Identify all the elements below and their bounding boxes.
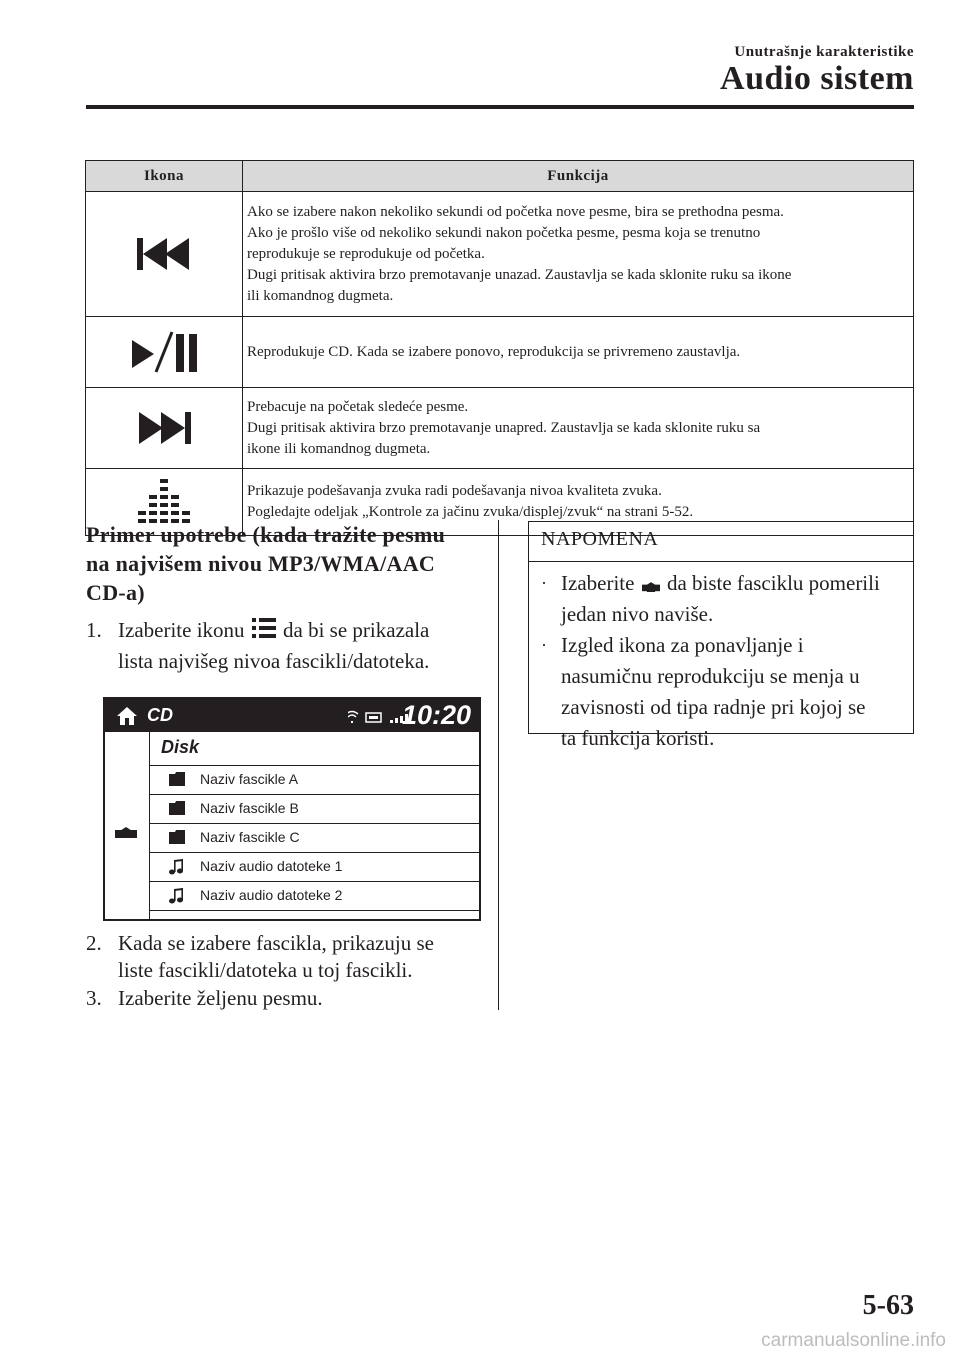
chapter-title: Audio sistem bbox=[720, 60, 914, 97]
music-note-icon bbox=[169, 859, 183, 875]
list-item[interactable] bbox=[150, 823, 479, 852]
header-rule bbox=[86, 105, 914, 109]
function-text-line: ili komandnog dugmeta. bbox=[247, 287, 394, 304]
list-item-label: Naziv fascikle B bbox=[200, 800, 299, 816]
list-row-divider bbox=[150, 910, 479, 920]
cd-screen-mockup bbox=[103, 697, 481, 921]
step-number: 2. bbox=[86, 931, 102, 955]
table-row bbox=[86, 388, 914, 469]
example-heading: Primer upotrebe (kada tražite pesmu na najvišem nivou MP3/WMA/AAC CD-a) bbox=[86, 522, 446, 605]
table-cell-icon bbox=[86, 192, 243, 317]
folder-icon bbox=[169, 801, 185, 815]
music-note-icon bbox=[169, 888, 183, 904]
step-text-part: da bi se prikazala bbox=[283, 618, 430, 642]
list-item[interactable] bbox=[150, 852, 479, 881]
table-cell-function bbox=[243, 317, 914, 388]
step-text: liste fascikli/datoteka u toj fascikli. bbox=[118, 958, 413, 982]
note-text bbox=[561, 568, 880, 599]
screen-left-pane bbox=[105, 732, 150, 919]
column-divider bbox=[498, 520, 499, 1010]
note-text-part: da biste fasciklu pomerili bbox=[666, 571, 880, 595]
step-text-part: Izaberite ikonu bbox=[118, 618, 245, 642]
note-text-part: Izaberite bbox=[561, 571, 635, 595]
skip-forward-icon bbox=[134, 409, 194, 447]
table-cell-function bbox=[243, 192, 914, 317]
list-item-label: Naziv fascikle A bbox=[200, 771, 299, 787]
page-number: 5-63 bbox=[862, 1290, 914, 1321]
screen-status-bar bbox=[105, 699, 479, 732]
table-header-icon: Ikona bbox=[86, 161, 243, 192]
icon-function-table bbox=[85, 160, 914, 536]
note-text: Izgled ikona za ponavljanje i bbox=[561, 633, 804, 657]
step-number: 1. bbox=[86, 618, 102, 642]
note-title: NAPOMENA bbox=[529, 522, 913, 562]
note-text: jedan nivo naviše. bbox=[561, 602, 714, 626]
bullet: · bbox=[541, 573, 547, 593]
section-title: Unutrašnje karakteristike bbox=[734, 44, 914, 60]
function-text-line: reprodukuje se reprodukuje od početka. bbox=[247, 245, 485, 262]
folder-up-icon bbox=[642, 574, 660, 592]
function-text-line: Ako se izabere nakon nekoliko sekundi od početka nove pesme, bira se prethodna pesma. bbox=[247, 203, 784, 220]
list-icon bbox=[252, 617, 276, 639]
table-cell-function bbox=[243, 388, 914, 469]
function-text-line: Prebacuje na početak sledeće pesme. bbox=[247, 398, 469, 415]
table-row bbox=[86, 192, 914, 317]
note-box bbox=[528, 521, 914, 750]
table-header-row bbox=[86, 161, 914, 192]
folder-icon bbox=[169, 772, 185, 786]
bullet: · bbox=[541, 635, 547, 655]
list-item-label: Naziv fascikle C bbox=[200, 829, 300, 845]
list-item[interactable] bbox=[150, 765, 479, 794]
function-text-line: Reprodukuje CD. Kada se izabere ponovo, reprodukcija se privremeno zaustavlja. bbox=[247, 343, 741, 360]
list-item-label: Naziv audio datoteke 2 bbox=[200, 887, 343, 903]
step-text: lista najvišeg nivoa fascikli/datoteka. bbox=[118, 649, 430, 673]
function-text-line: Dugi pritisak aktivira brzo premotavanje unapred. Zaustavlja se kada sklonite ruku sa bbox=[247, 419, 761, 436]
table-header-function: Funkcija bbox=[243, 161, 914, 192]
skip-back-icon bbox=[134, 235, 194, 273]
list-item-label: Naziv audio datoteke 1 bbox=[200, 858, 343, 874]
function-text-line: ikone ili komandnog dugmeta. bbox=[247, 440, 431, 457]
note-text: ta funkcija koristi. bbox=[561, 726, 715, 750]
table-row bbox=[86, 317, 914, 388]
list-item[interactable] bbox=[150, 794, 479, 823]
function-text-line: Dugi pritisak aktivira brzo premotavanje unazad. Zaustavlja se kada sklonite ruku sa ikone bbox=[247, 266, 792, 283]
home-icon[interactable] bbox=[116, 706, 138, 726]
screen-source-label: CD bbox=[147, 705, 173, 725]
function-text-line: Ako je prošlo više od nekoliko sekundi nakon početka pesme, pesma koja se trenutno bbox=[247, 224, 761, 241]
note-text: nasumičnu reprodukciju se menja u bbox=[561, 664, 860, 688]
step-text: Izaberite željenu pesmu. bbox=[118, 986, 323, 1010]
step-text bbox=[118, 615, 429, 646]
list-item[interactable] bbox=[150, 881, 479, 910]
function-text-line: Prikazuje podešavanja zvuka radi podešavanja nivoa kvaliteta zvuka. bbox=[247, 483, 662, 499]
table-cell-icon bbox=[86, 388, 243, 469]
watermark: carmanualsonline.info bbox=[761, 1330, 946, 1351]
screen-clock: 10:20 bbox=[401, 700, 471, 730]
play-pause-icon bbox=[124, 328, 204, 376]
folder-icon bbox=[169, 830, 185, 844]
screen-list-title: Disk bbox=[161, 737, 200, 757]
folder-up-icon[interactable] bbox=[115, 818, 137, 838]
function-text-line: Pogledajte odeljak „Kontrole za jačinu zvuka/displej/zvuk“ na strani 5-52. bbox=[247, 504, 694, 520]
table-cell-icon bbox=[86, 317, 243, 388]
step-text: Kada se izabere fascikla, prikazuju se bbox=[118, 931, 435, 955]
step-number: 3. bbox=[86, 986, 102, 1010]
note-text: zavisnosti od tipa radnje pri kojoj se bbox=[561, 695, 866, 719]
